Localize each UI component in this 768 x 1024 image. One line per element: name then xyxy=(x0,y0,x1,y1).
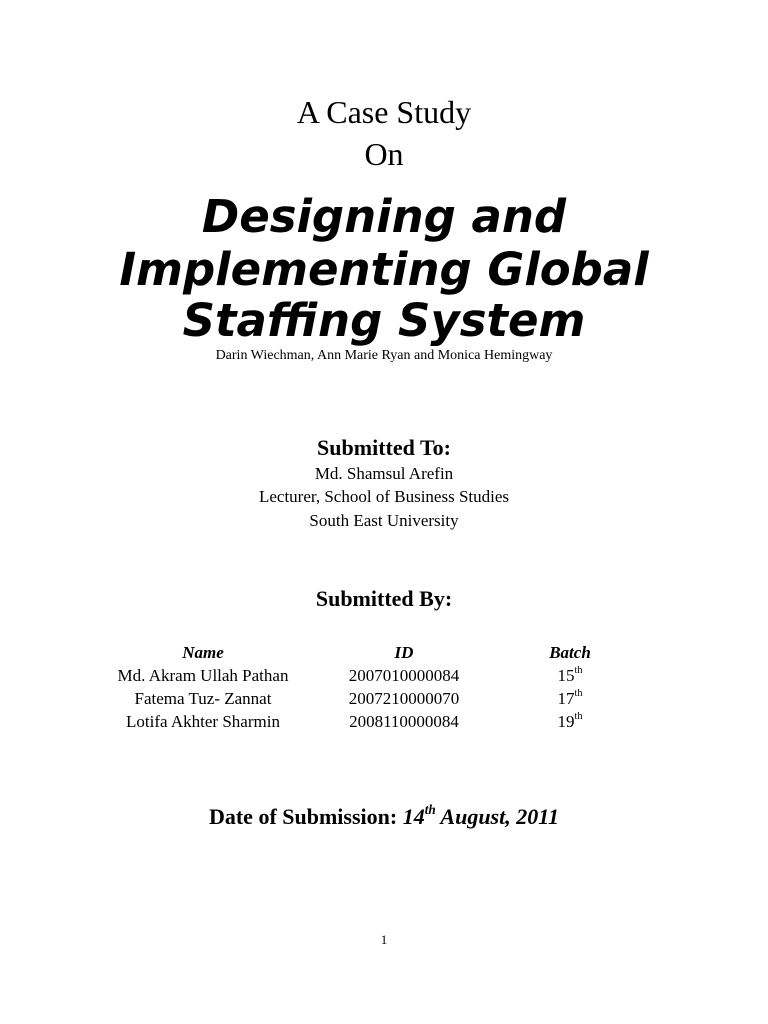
student-id: 2008110000084 xyxy=(349,712,459,731)
column-header-id: ID xyxy=(394,643,414,662)
column-header-name: Name xyxy=(182,643,224,662)
student-id: 2007010000084 xyxy=(348,666,460,685)
main-title-line-2: Implementing Global xyxy=(119,243,649,296)
submission-day: 14 xyxy=(402,804,425,829)
recipient-institution: South East University xyxy=(309,511,459,530)
student-batch xyxy=(510,710,630,733)
student-name: Lotifa Akhter Sharmin xyxy=(126,712,280,731)
column-header-batch: Batch xyxy=(549,643,591,662)
batch-suffix: th xyxy=(574,664,583,676)
submission-date-label: Date of Submission: xyxy=(208,804,398,829)
submitted-by-heading: Submitted By: xyxy=(315,586,453,611)
intro-line-case-study: A Case Study xyxy=(296,94,472,130)
intro-line-on: On xyxy=(364,136,404,172)
submission-month-year: August, 2011 xyxy=(440,804,560,829)
authors-line: Darin Wiechman, Ann Marie Ryan and Monica Hemingway xyxy=(215,348,553,363)
batch-suffix: th xyxy=(574,710,583,722)
page-number: 1 xyxy=(380,932,388,947)
submission-date-value xyxy=(402,801,560,829)
recipient-position: Lecturer, School of Business Studies xyxy=(258,487,510,506)
student-name: Fatema Tuz- Zannat xyxy=(134,689,272,708)
batch-number: 19 xyxy=(557,712,575,731)
student-batch xyxy=(510,664,630,687)
student-batch xyxy=(510,687,630,710)
student-id: 2007210000070 xyxy=(348,689,460,708)
submission-date-line xyxy=(0,803,768,831)
submitted-to-heading: Submitted To: xyxy=(317,435,451,460)
submission-day-suffix: th xyxy=(424,801,436,817)
recipient-name: Md. Shamsul Arefin xyxy=(314,464,454,483)
batch-number: 15 xyxy=(557,666,575,685)
student-name: Md. Akram Ullah Pathan xyxy=(117,666,289,685)
batch-suffix: th xyxy=(574,687,583,699)
main-title-line-1: Designing and xyxy=(201,190,567,243)
main-title-line-3: Staffing System xyxy=(182,294,586,347)
batch-number: 17 xyxy=(557,689,575,708)
